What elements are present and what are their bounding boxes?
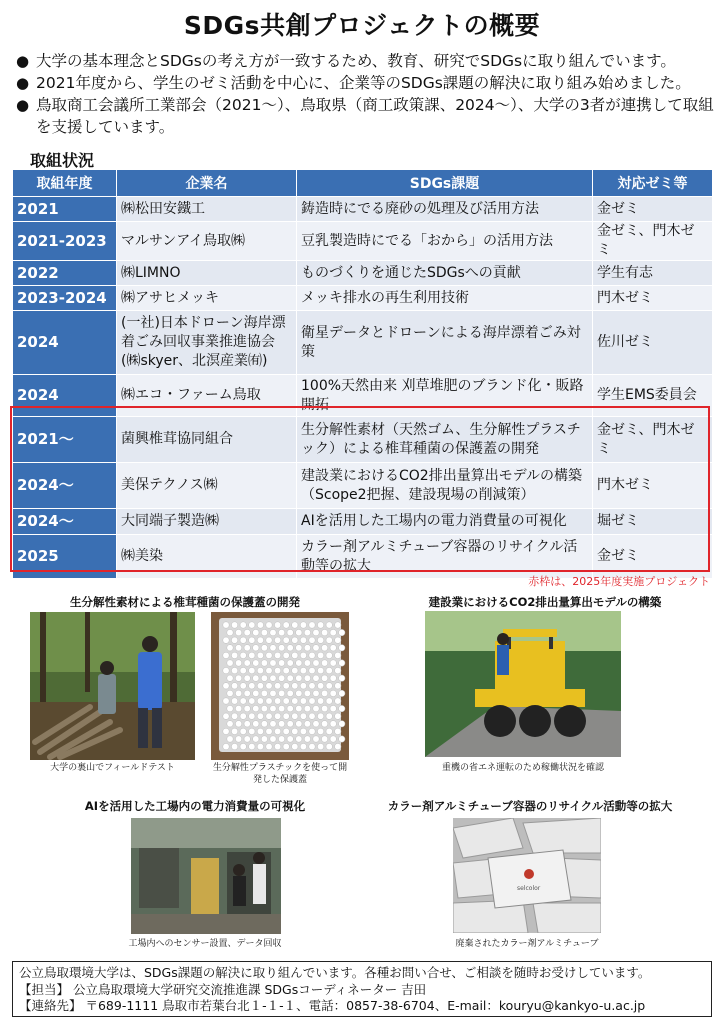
- table-row: [13, 463, 713, 509]
- company-cell: ㈱エコ・ファーム鳥取: [117, 375, 297, 417]
- table-row: [13, 222, 713, 261]
- company-cell: ㈱アサヒメッキ: [117, 286, 297, 311]
- company-cell: 美保テクノス㈱: [117, 463, 297, 509]
- tube-print: selcolor: [517, 885, 541, 892]
- bullet-icon: ●: [16, 52, 30, 70]
- company-cell: マルサンアイ鳥取㈱: [117, 222, 297, 261]
- company-cell: 菌興椎茸協同組合: [117, 417, 297, 463]
- table-row: [13, 261, 713, 286]
- header-issue: SDGs課題: [297, 170, 593, 197]
- highlight-note: 赤枠は、2025年度実施プロジェクト: [528, 575, 710, 588]
- tubes-photo: [453, 818, 601, 933]
- figure-caption: 工場内へのセンサー設置、データ回収: [128, 939, 282, 949]
- bullet-icon: ●: [16, 74, 30, 92]
- figure-title: カラー剤アルミチューブ容器のリサイクル活動等の拡大: [387, 799, 673, 813]
- status-table: [12, 169, 713, 579]
- figure-title: AIを活用した工場内の電力消費量の可視化: [84, 799, 306, 813]
- year-cell: 2022: [13, 261, 117, 286]
- company-cell: ㈱LIMNO: [117, 261, 297, 286]
- lid-photo: [211, 612, 349, 760]
- issue-cell: カラー剤アルミチューブ容器のリサイクル活動等の拡大: [297, 535, 593, 579]
- issue-cell: 豆乳製造時にでる「おから」の活用方法: [297, 222, 593, 261]
- header-company: 企業名: [117, 170, 297, 197]
- company-cell: 大同端子製造㈱: [117, 509, 297, 535]
- roller-photo: [425, 611, 621, 757]
- figure-caption: 大学の裏山でフィールドテスト: [50, 763, 175, 773]
- figure-caption: 重機の省エネ運転のため稼働状況を確認: [441, 763, 604, 773]
- table-row: [13, 197, 713, 222]
- figure-title: 建設業におけるCO2排出量算出モデルの構築: [428, 595, 662, 609]
- seminar-cell: 堀ゼミ: [593, 509, 713, 535]
- factory-photo: [131, 818, 281, 934]
- intro-text: 2021年度から、学生のゼミ活動を中心に、企業等のSDGs課題の解決に取り組み始めました。: [36, 74, 691, 92]
- seminar-cell: 佐川ゼミ: [593, 311, 713, 375]
- seminar-cell: 門木ゼミ: [593, 463, 713, 509]
- intro-item: [14, 94, 714, 138]
- table-row: [13, 535, 713, 579]
- figure-title: 生分解性素材による椎茸種菌の保護蓋の開発: [70, 595, 300, 609]
- year-cell: 2025: [13, 535, 117, 579]
- year-cell: 2024～: [13, 509, 117, 535]
- issue-cell: 衛星データとドローンによる海岸漂着ごみ対策: [297, 311, 593, 375]
- year-cell: 2023-2024: [13, 286, 117, 311]
- table-row: [13, 311, 713, 375]
- page-title: SDGs共創プロジェクトの概要: [183, 11, 541, 40]
- intro-list: [14, 50, 714, 138]
- intro-item: [14, 50, 714, 72]
- section-label: 取組状況: [30, 151, 95, 170]
- header-year: 取組年度: [13, 170, 117, 197]
- year-cell: 2024: [13, 375, 117, 417]
- intro-item: [14, 72, 714, 94]
- footer-line: 【担当】 公立鳥取環境大学研究交流推進課 SDGsコーディネーター 吉田: [19, 981, 427, 997]
- seminar-cell: 学生EMS委員会: [593, 375, 713, 417]
- seminar-cell: 学生有志: [593, 261, 713, 286]
- year-cell: 2024: [13, 311, 117, 375]
- issue-cell: ものづくりを通じたSDGsへの貢献: [297, 261, 593, 286]
- seminar-cell: 金ゼミ: [593, 535, 713, 579]
- company-cell: (一社)日本ドローン海岸漂着ごみ回収事業推進協会(㈱skyer、北溟産業㈲): [117, 311, 297, 375]
- table-row: [13, 417, 713, 463]
- forest-photo: [30, 612, 195, 760]
- seminar-cell: 金ゼミ: [593, 197, 713, 222]
- table-row: [13, 375, 713, 417]
- footer-line: 公立鳥取環境大学は、SDGs課題の解決に取り組んでいます。各種お問い合せ、ご相談を随時お受けしています。: [19, 965, 651, 980]
- table-header-row: [13, 170, 713, 197]
- issue-cell: 鋳造時にでる廃砂の処理及び活用方法: [297, 197, 593, 222]
- figure-caption: 生分解性プラスチックを使って開発した保護蓋: [212, 763, 348, 785]
- year-cell: 2024～: [13, 463, 117, 509]
- year-cell: 2021～: [13, 417, 117, 463]
- year-cell: 2021: [13, 197, 117, 222]
- issue-cell: 100%天然由来 刈草堆肥のブランド化・販路開拓: [297, 375, 593, 417]
- bullet-icon: ●: [16, 96, 30, 114]
- intro-text: 大学の基本理念とSDGsの考え方が一致するため、教育、研究でSDGsに取り組んでいます。: [36, 52, 676, 70]
- company-cell: ㈱松田安鐵工: [117, 197, 297, 222]
- seminar-cell: 門木ゼミ: [593, 286, 713, 311]
- issue-cell: メッキ排水の再生利用技術: [297, 286, 593, 311]
- intro-text: 鳥取商工会議所工業部会（2021～）、鳥取県（商工政策課、2024～）、大学の3者が連携して取組を支援しています。: [36, 96, 714, 136]
- table-row: [13, 509, 713, 535]
- contact-box: [12, 961, 712, 1017]
- seminar-cell: 金ゼミ、門木ゼミ: [593, 222, 713, 261]
- issue-cell: 建設業におけるCO2排出量算出モデルの構築（Scope2把握、建設現場の削減策）: [297, 463, 593, 509]
- seminar-cell: 金ゼミ、門木ゼミ: [593, 417, 713, 463]
- table-row: [13, 286, 713, 311]
- issue-cell: 生分解性素材（天然ゴム、生分解性プラスチック）による椎茸種菌の保護蓋の開発: [297, 417, 593, 463]
- issue-cell: AIを活用した工場内の電力消費量の可視化: [297, 509, 593, 535]
- figure-caption: 廃棄されたカラー剤アルミチューブ: [455, 939, 599, 949]
- header-seminar: 対応ゼミ等: [593, 170, 713, 197]
- footer-line: 【連絡先】 〒689-1111 鳥取市若葉台北１-１-１、電話：0857-38-6704、E-mail：kouryu@kankyo-u.ac.jp: [19, 998, 646, 1013]
- year-cell: 2021-2023: [13, 222, 117, 261]
- company-cell: ㈱美染: [117, 535, 297, 579]
